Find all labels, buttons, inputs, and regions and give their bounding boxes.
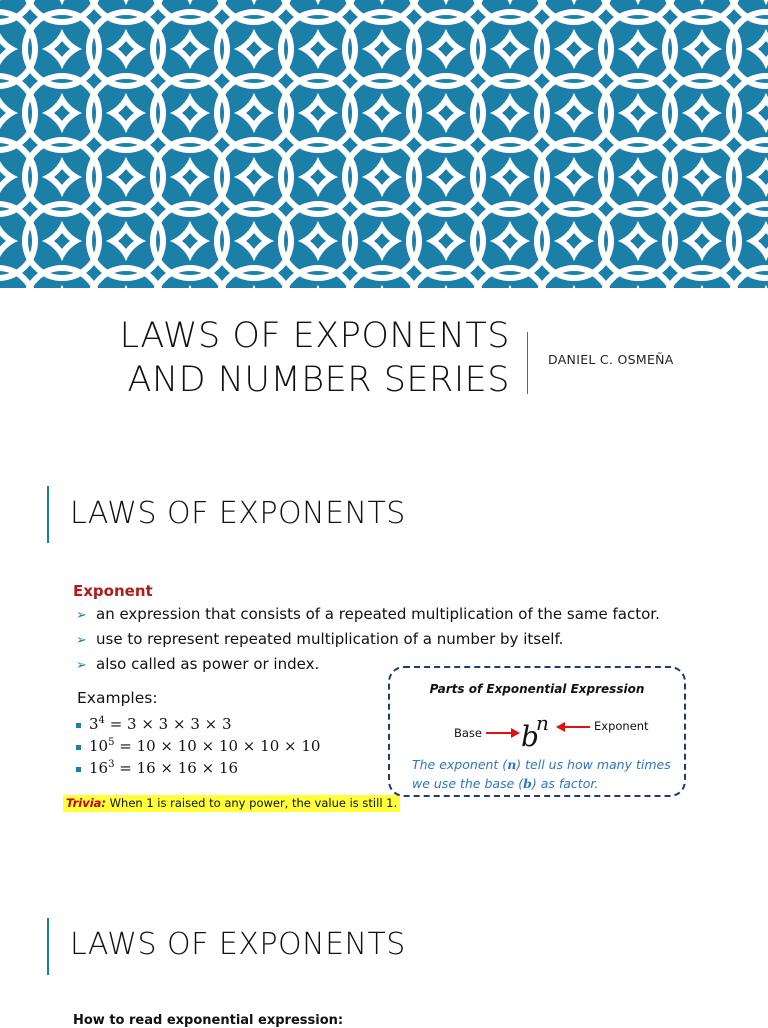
parts-box-title: Parts of Exponential Expression bbox=[429, 682, 645, 696]
base-arrow-head-icon bbox=[511, 728, 520, 738]
heading-accent-bar bbox=[47, 918, 49, 975]
slide-heading: LAWS OF EXPONENTS bbox=[70, 496, 406, 531]
arrow-bullet-icon: ➢ bbox=[76, 608, 87, 623]
arrow-bullet-icon: ➢ bbox=[76, 633, 87, 648]
banner-pattern bbox=[0, 0, 768, 288]
title-line-2: AND NUMBER SERIES bbox=[127, 360, 510, 400]
square-bullet-icon bbox=[76, 745, 81, 750]
term-title: Exponent bbox=[73, 582, 153, 600]
square-bullet-icon bbox=[76, 723, 81, 728]
section-subheading: How to read exponential expression: bbox=[73, 1013, 344, 1028]
trivia-text: When 1 is raised to any power, the value is still 1. bbox=[106, 796, 398, 810]
note-text: ) as factor. bbox=[531, 776, 599, 791]
note-variable: n bbox=[507, 757, 517, 772]
example-expansion: = 10 × 10 × 10 × 10 × 10 bbox=[114, 737, 321, 755]
trivia-note bbox=[63, 795, 400, 812]
example-expansion: = 16 × 16 × 16 bbox=[114, 759, 239, 777]
exponent-explanation bbox=[412, 755, 671, 793]
note-variable: b bbox=[523, 776, 532, 791]
note-text: we use the base ( bbox=[412, 776, 524, 791]
base-label: Base bbox=[454, 726, 483, 740]
note-text: The exponent ( bbox=[412, 757, 508, 772]
exponent-arrow-head-icon bbox=[556, 722, 565, 732]
title-line-1: LAWS OF EXPONENTS bbox=[119, 316, 510, 356]
presentation-title bbox=[120, 314, 510, 402]
slide-heading: LAWS OF EXPONENTS bbox=[70, 927, 406, 962]
bullet-text: use to represent repeated multiplication of a number by itself. bbox=[96, 630, 564, 648]
example-exponent: 3 bbox=[108, 759, 115, 770]
example-exponent: 4 bbox=[98, 715, 105, 726]
list-item bbox=[76, 732, 320, 754]
list-item bbox=[76, 754, 320, 776]
author-name: DANIEL C. OSMEÑA bbox=[548, 352, 674, 367]
bullet-text: also called as power or index. bbox=[96, 655, 320, 673]
parts-of-expression-box bbox=[388, 666, 686, 797]
square-bullet-icon bbox=[76, 767, 81, 772]
title-slide bbox=[0, 288, 768, 448]
list-item bbox=[76, 710, 320, 732]
bullet-text: an expression that consists of a repeated multiplication of the same factor. bbox=[96, 605, 660, 623]
trivia-label: Trivia: bbox=[66, 796, 106, 810]
list-item bbox=[76, 627, 660, 652]
expression-base: b bbox=[521, 720, 539, 753]
examples-list bbox=[76, 710, 320, 776]
exponent-label: Exponent bbox=[594, 719, 649, 733]
examples-label: Examples: bbox=[77, 689, 158, 707]
list-item bbox=[76, 602, 660, 627]
example-base: 3 bbox=[89, 715, 99, 733]
expression-exponent: n bbox=[536, 711, 549, 735]
example-exponent: 5 bbox=[108, 737, 115, 748]
note-text: ) tell us how many times bbox=[516, 757, 671, 772]
example-expansion: = 3 × 3 × 3 × 3 bbox=[104, 715, 232, 733]
example-base: 16 bbox=[89, 759, 109, 777]
example-base: 10 bbox=[89, 737, 109, 755]
heading-accent-bar bbox=[47, 486, 49, 543]
arrow-bullet-icon: ➢ bbox=[76, 658, 87, 673]
title-divider bbox=[527, 332, 528, 394]
